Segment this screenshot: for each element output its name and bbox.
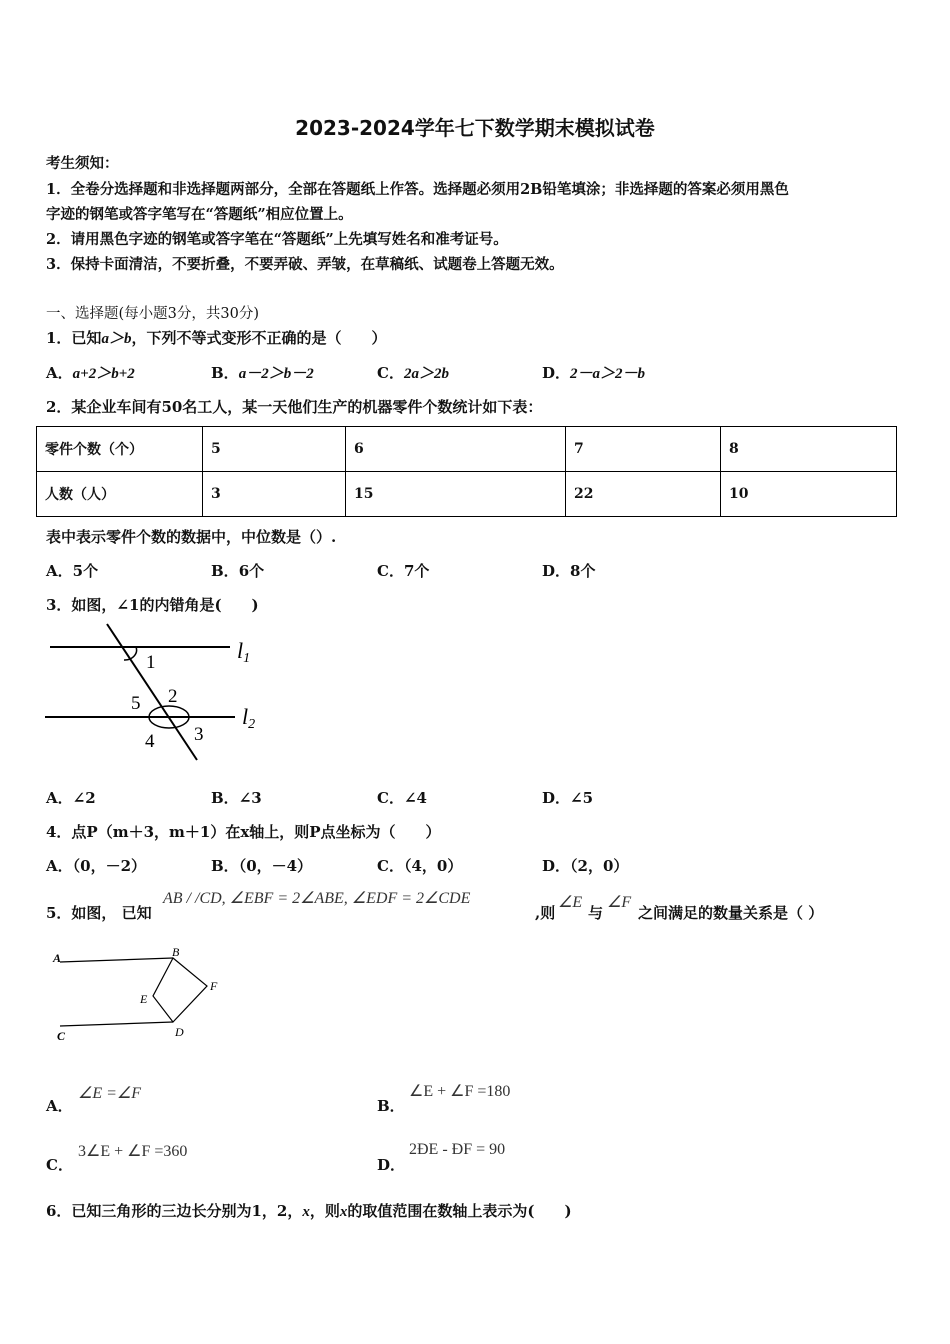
angle-e-symbol: ∠E (558, 894, 583, 911)
l1-label: l1 (237, 638, 251, 666)
question-3-stem: 3．如图，∠1的内错角是( ) (46, 596, 259, 614)
question-6-stem: 6．已知三角形的三边长分别为1，2，x，则x的取值范围在数轴上表示为( ) (46, 1202, 572, 1220)
line-ab (60, 958, 173, 962)
section-heading: 一、选择题(每小题3分，共30分) (46, 306, 259, 322)
q5-option-b-label[interactable]: B． (377, 1097, 405, 1115)
table-cell: 6 (346, 427, 566, 472)
q5-option-c[interactable]: 3∠E + ∠F =360 (78, 1143, 188, 1160)
table-cell: 3 (203, 472, 346, 517)
table-cell: 22 (566, 472, 721, 517)
question-5-condition: AB / /CD, ∠EBF = 2∠ABE, ∠EDF = 2∠CDE (163, 890, 471, 907)
l2-label: l2 (242, 704, 256, 732)
point-c-label: C (57, 1029, 66, 1043)
q2-option-a[interactable]: A．5个 (46, 562, 99, 580)
notice-line-3: 3．保持卡面清洁，不要折叠，不要弄破、弄皱，在草稿纸、试题卷上答题无效。 (46, 256, 564, 273)
q5-option-d-label[interactable]: D． (377, 1156, 406, 1174)
table-cell: 8 (721, 427, 897, 472)
q3-option-d[interactable]: D．∠5 (542, 789, 594, 807)
angle-5-label: 5 (131, 693, 141, 714)
table-cell: 5 (203, 427, 346, 472)
q5-option-b[interactable]: ∠E + ∠F =180 (409, 1083, 511, 1100)
line-cd (60, 1022, 173, 1026)
point-e-label: E (140, 992, 148, 1006)
parts-table (36, 426, 897, 517)
q2-option-d[interactable]: D．8个 (542, 562, 596, 580)
q1-option-b[interactable]: B．a－2＞b－2 (211, 364, 314, 382)
point-f-label: F (210, 979, 218, 993)
angle-1-label: 1 (146, 652, 156, 673)
page-title: 2023-2024学年七下数学期末模拟试卷 (295, 116, 655, 140)
notice-heading: 考生须知： (46, 155, 119, 172)
angle-4-label: 4 (145, 731, 155, 752)
table-row (37, 472, 897, 517)
bedf-shape (153, 958, 207, 1022)
notice-line-2: 2．请用黑色字迹的钢笔或答字笔在“答题纸”上先填写姓名和准考证号。 (46, 231, 508, 248)
q4-option-d[interactable]: D．（2，0） (542, 857, 629, 875)
point-a-label: A (53, 951, 62, 965)
angle-3-label: 3 (194, 724, 204, 745)
parallel-lines-figure (40, 620, 280, 770)
q4-option-a[interactable]: A．（0，－2） (46, 857, 147, 875)
question-2-stem: 2．某企业车间有50名工人，某一天他们生产的机器零件个数统计如下表： (46, 398, 543, 416)
q4-option-c[interactable]: C．（4，0） (377, 857, 463, 875)
question-5-stem-prefix: 5．如图， 已知 (46, 904, 152, 922)
q5-option-d[interactable]: 2ÐE - ÐF = 90 (409, 1141, 506, 1158)
question-5-stem-mid: ,则 (535, 904, 556, 922)
q5-option-a[interactable]: ∠E =∠F (78, 1085, 142, 1102)
question-2-prompt: 表中表示零件个数的数据中，中位数是（）. (46, 528, 337, 546)
q3-option-a[interactable]: A．∠2 (46, 789, 96, 807)
angle-2-label: 2 (168, 686, 178, 707)
q2-option-b[interactable]: B．6个 (211, 562, 265, 580)
q2-option-c[interactable]: C．7个 (377, 562, 430, 580)
question-5-and: 与 (588, 904, 604, 922)
question-5-stem-suffix: 之间满足的数量关系是（ ） (638, 904, 824, 922)
angle-f-symbol: ∠F (607, 894, 632, 911)
q3-option-c[interactable]: C．∠4 (377, 789, 427, 807)
table-cell: 零件个数（个） (37, 427, 203, 472)
notice-line-1: 1．全卷分选择题和非选择题两部分，全部在答题纸上作答。选择题必须用2B铅笔填涂；非选择题的答案必须用黑色 (46, 181, 789, 198)
q1-option-d[interactable]: D．2－a＞2－b (542, 364, 646, 382)
table-cell: 人数（人） (37, 472, 203, 517)
q3-option-b[interactable]: B．∠3 (211, 789, 262, 807)
q5-option-a-label[interactable]: A． (46, 1097, 73, 1115)
q1-option-a[interactable]: A．a+2＞b+2 (46, 364, 135, 382)
point-b-label: B (172, 945, 180, 959)
question-4-stem: 4．点P（m＋3，m＋1）在x轴上，则P点坐标为（ ） (46, 823, 441, 841)
table-cell: 10 (721, 472, 897, 517)
q1-option-c[interactable]: C．2a＞2b (377, 364, 449, 382)
table-cell: 15 (346, 472, 566, 517)
q5-option-c-label[interactable]: C． (46, 1156, 73, 1174)
point-d-label: D (175, 1025, 184, 1039)
table-cell: 7 (566, 427, 721, 472)
quadrilateral-figure (40, 940, 240, 1050)
q4-option-b[interactable]: B．（0，－4） (211, 857, 313, 875)
notice-line-1b: 字迹的钢笔或答字笔写在“答题纸”相应位置上。 (46, 206, 353, 223)
table-row (37, 427, 897, 472)
question-1-stem: 1．已知a＞b，下列不等式变形不正确的是（ ） (46, 329, 387, 347)
